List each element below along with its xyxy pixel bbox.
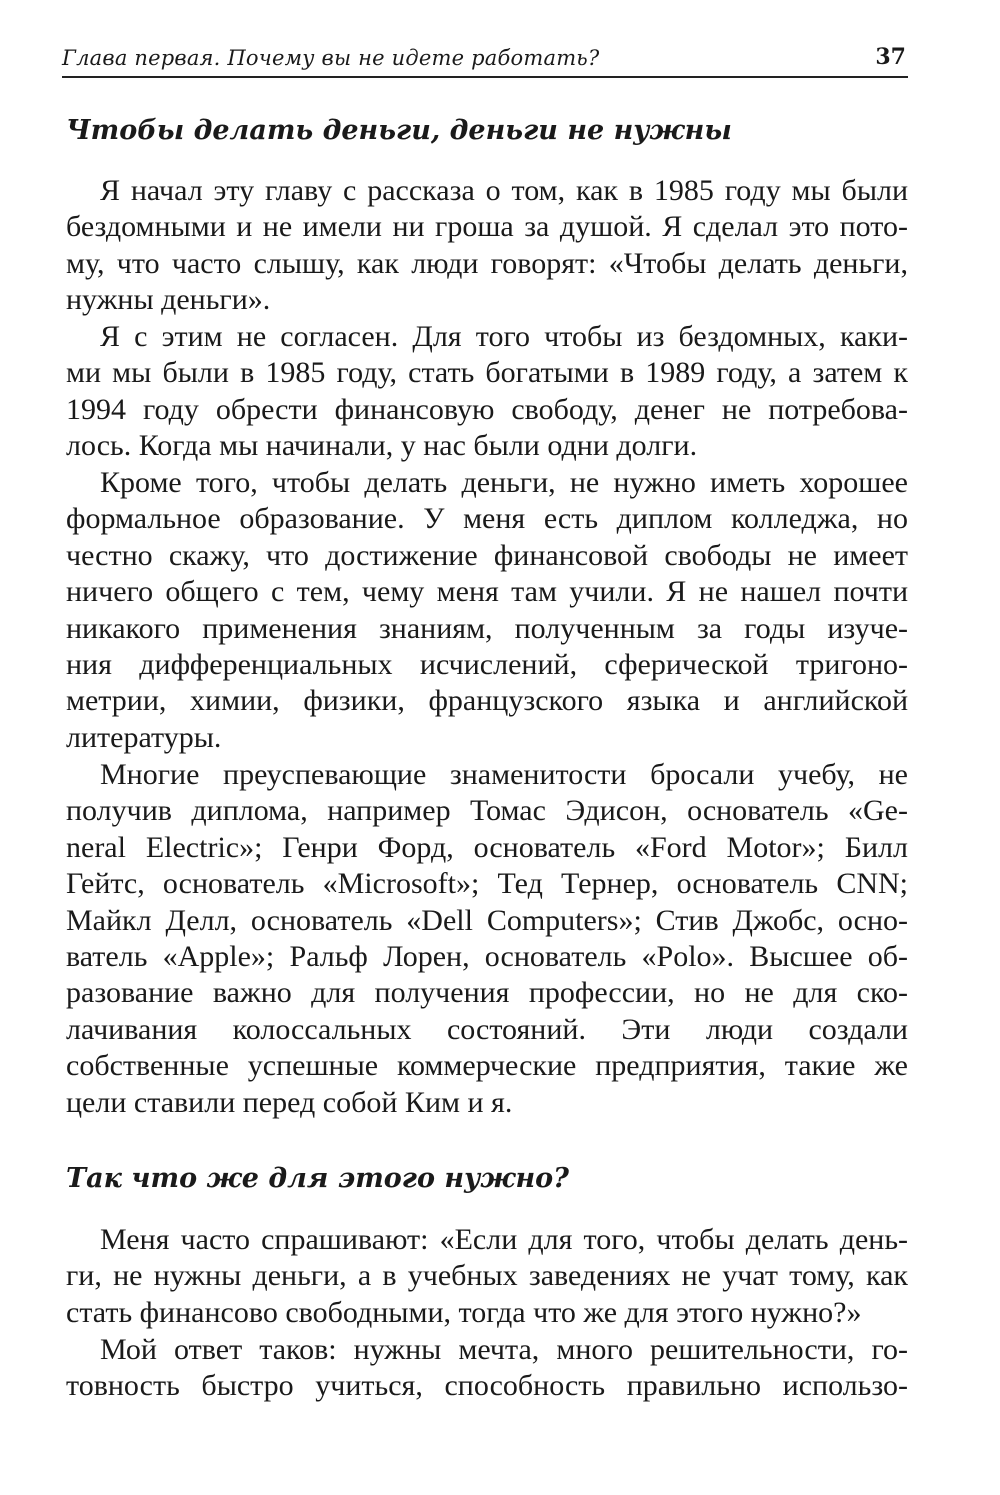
- text-line: лачивания колоссальных состояний. Эти люди создали: [66, 1012, 908, 1046]
- text-line: Майкл Делл, основатель «Dell Computers»; Стив Джобс, осно-: [66, 903, 908, 937]
- text-line: ватель «Apple»; Ральф Лорен, основатель «Polo». Высшее об-: [66, 939, 908, 973]
- running-title: Глава первая. Почему вы не идете работать?: [62, 46, 600, 70]
- text-line: ги, не нужны деньги, а в учебных заведениях не учат тому, как: [66, 1259, 908, 1293]
- paragraph: [66, 1332, 908, 1405]
- text-line: товность быстро учиться, способность правильно использо-: [66, 1369, 908, 1403]
- text-line: Кроме того, чтобы делать деньги, не нужно иметь хорошее: [100, 466, 908, 499]
- text-line: Гейтс, основатель «Microsoft»; Тед Тернер, основатель CNN;: [66, 867, 908, 901]
- text-line: ния дифференциальных исчислений, сферической тригоно-: [66, 647, 908, 681]
- text-line: стать финансово свободными, тогда что же для этого нужно?»: [66, 1295, 862, 1329]
- text-line: Меня часто спрашивают: «Если для того, чтобы делать день-: [100, 1223, 908, 1256]
- text-line: Я с этим не согласен. Для того чтобы из бездомных, каки-: [100, 320, 908, 353]
- text-line: получив диплома, например Томас Эдисон, основатель «Ge-: [66, 794, 908, 828]
- text-line: цели ставили перед собой Ким и я.: [66, 1085, 513, 1119]
- running-header: [62, 44, 908, 78]
- page-number: 37: [875, 44, 906, 70]
- text-line: разование важно для получения профессии, но не для ско-: [66, 976, 908, 1010]
- text-line: Я начал эту главу с рассказа о том, как в 1985 году мы были: [100, 174, 908, 207]
- text-line: ми мы были в 1985 году, стать богатыми в 1989 году, а затем к: [66, 356, 908, 390]
- paragraph: [66, 173, 908, 319]
- paragraph: [66, 319, 908, 465]
- paragraph: [66, 1222, 908, 1331]
- section-heading: Так что же для этого нужно?: [66, 1163, 569, 1194]
- text-line: му, что часто слышу, как люди говорят: «Чтобы делать деньги,: [66, 246, 908, 280]
- text-line: 1994 году обрести финансовую свободу, денег не потребова-: [66, 392, 908, 426]
- text-line: лось. Когда мы начинали, у нас были одни долги.: [66, 429, 698, 463]
- text-line: Многие преуспевающие знаменитости бросали учебу, не: [100, 758, 908, 791]
- paragraph: [66, 465, 908, 756]
- text-line: формальное образование. У меня есть диплом колледжа, но: [66, 502, 908, 536]
- text-line: никакого применения знаниям, полученным за годы изуче-: [66, 611, 908, 645]
- paragraph: [66, 757, 908, 1121]
- text-line: neral Electric»; Генри Форд, основатель «Ford Motor»; Билл: [66, 830, 908, 864]
- text-line: метрии, химии, физики, французского языка и английской: [66, 684, 908, 718]
- text-line: честно скажу, что достижение финансовой свободы не имеет: [66, 538, 908, 572]
- section-heading: Чтобы делать деньги, деньги не нужны: [66, 115, 732, 146]
- text-line: ничего общего с тем, чему меня там учили. Я не нашел почти: [66, 575, 908, 609]
- text-line: собственные успешные коммерческие предприятия, такие же: [66, 1049, 908, 1083]
- text-line: литературы.: [66, 720, 222, 754]
- text-line: нужны деньги».: [66, 283, 271, 317]
- text-line: бездомными и не имели ни гроша за душой. Я сделал это пото-: [66, 210, 908, 244]
- text-line: Мой ответ таков: нужны мечта, много решительности, го-: [100, 1333, 908, 1366]
